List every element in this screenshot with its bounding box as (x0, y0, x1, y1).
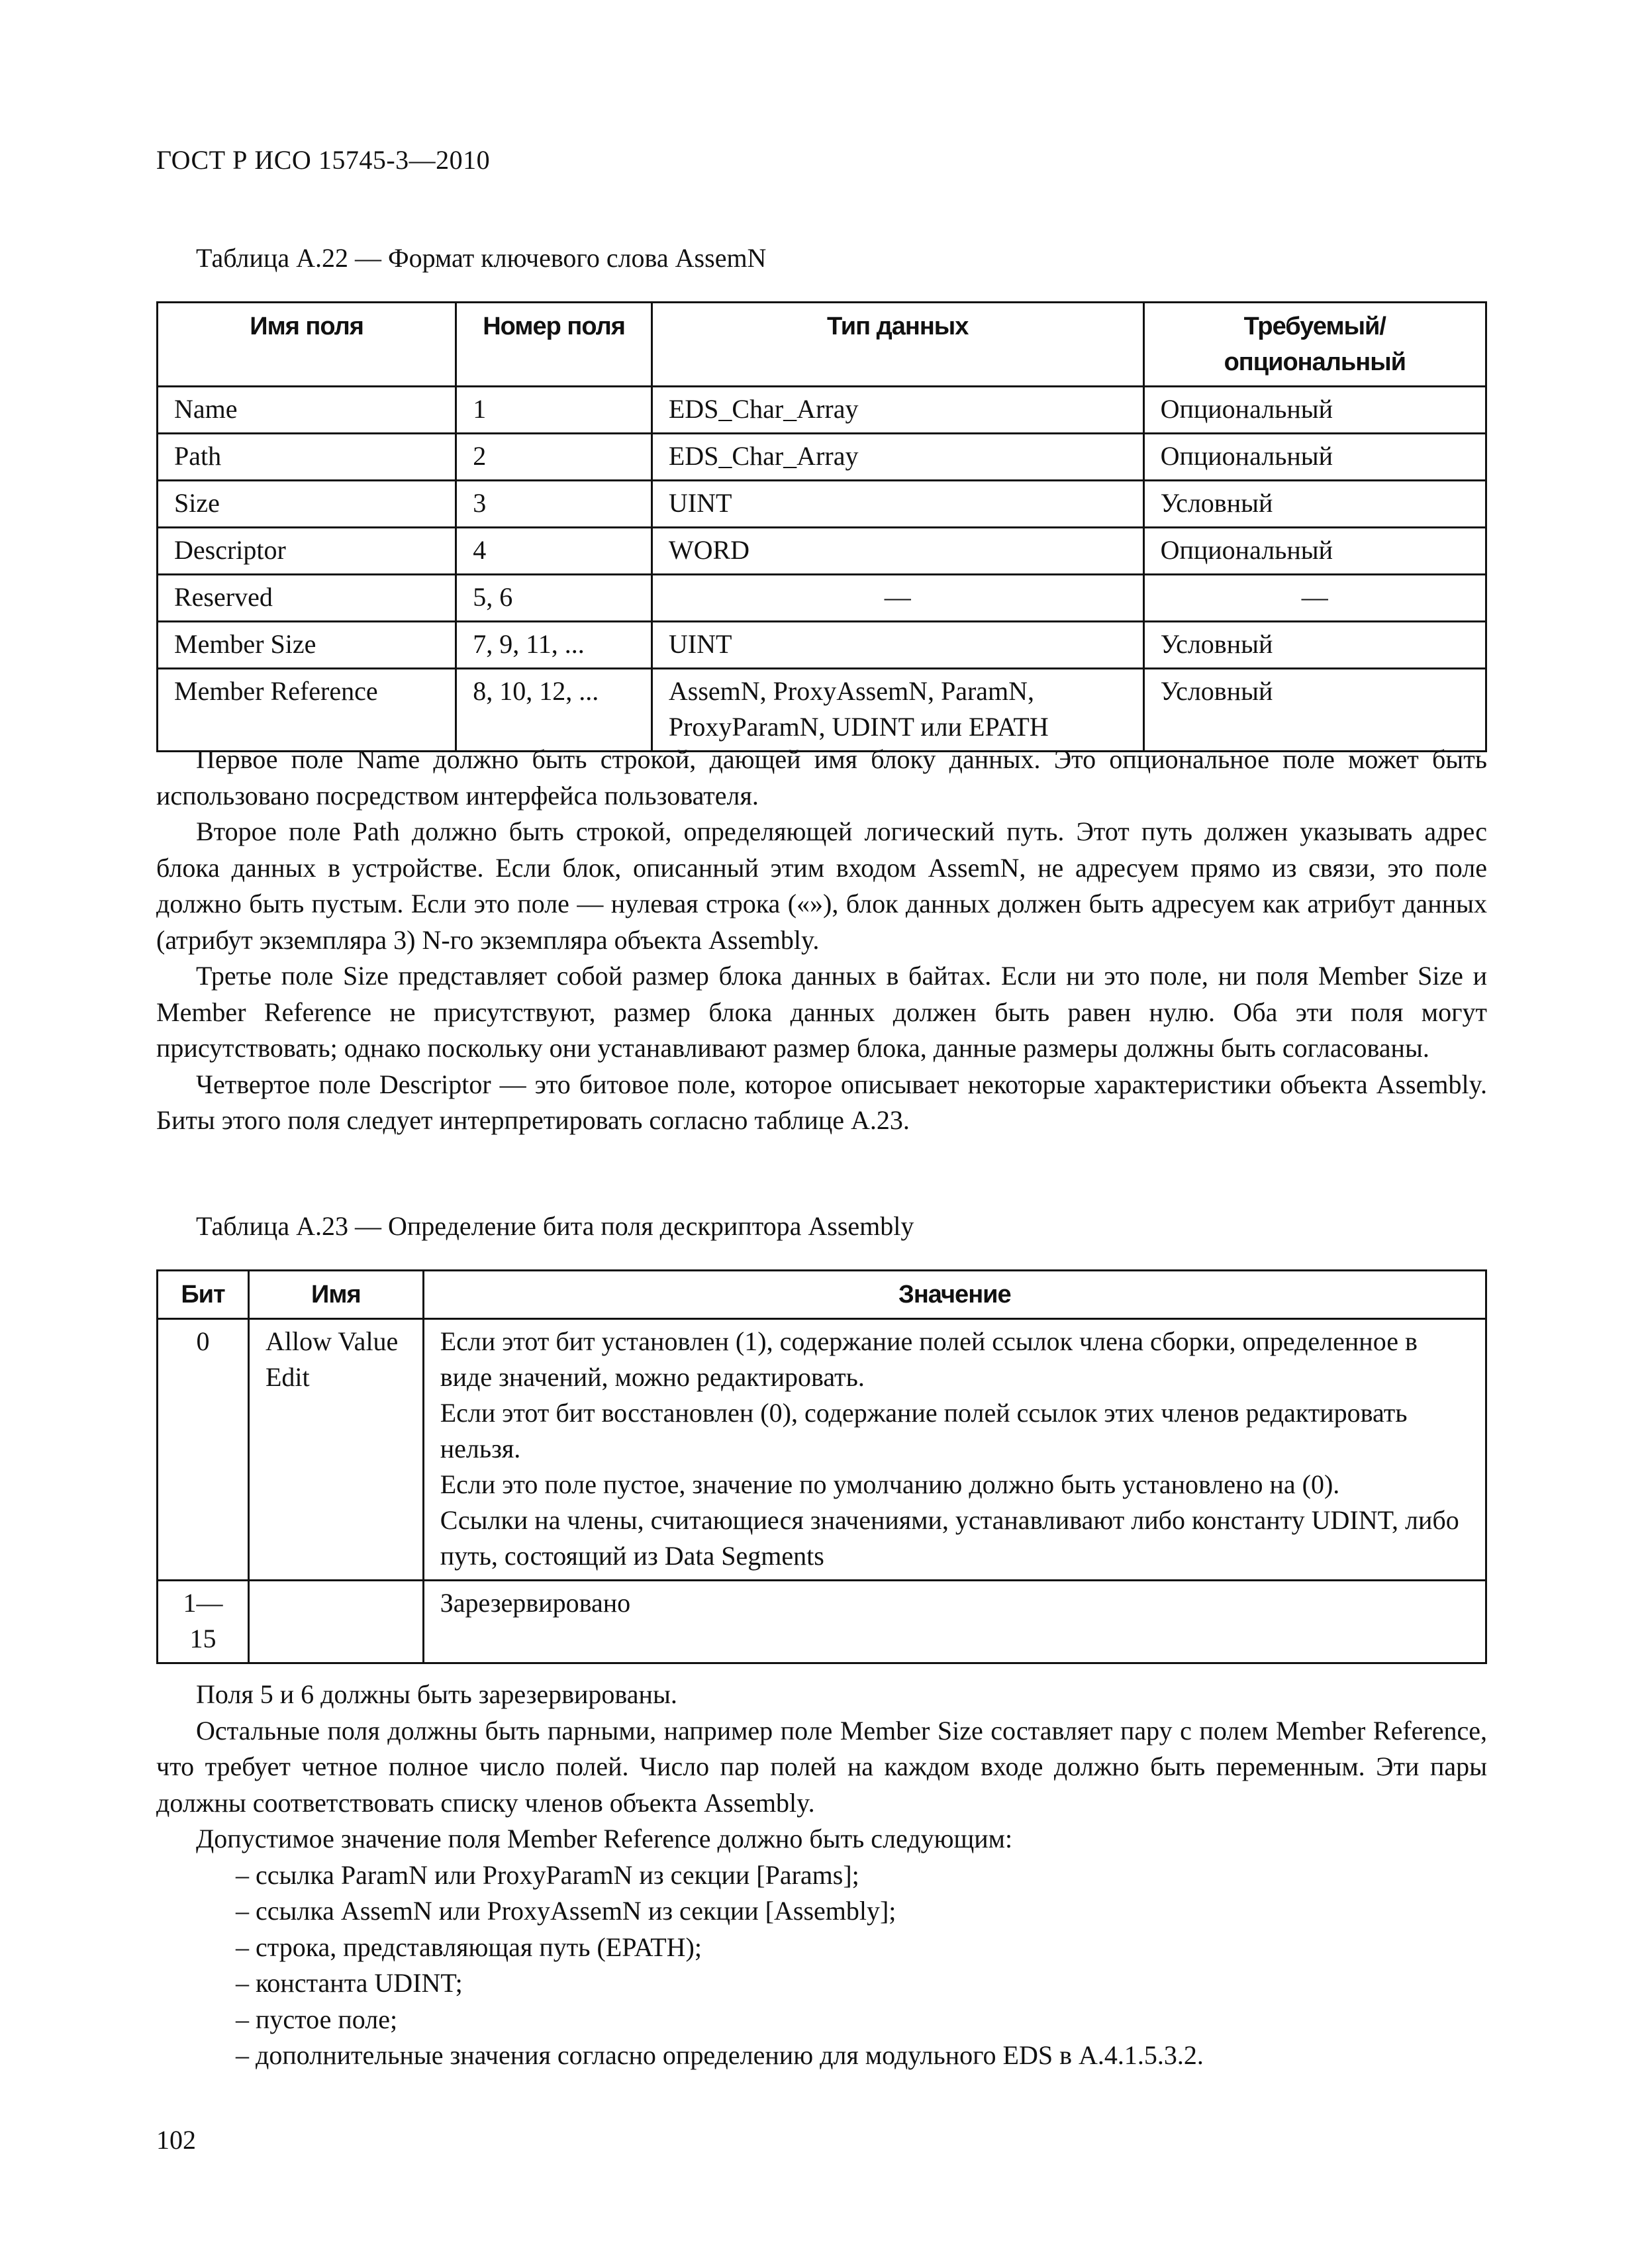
paragraph: Третье поле Size представляет собой размер блока данных в байтах. Если ни это поле, ни поля Member Size и Member Reference не присутствуют, размер блока данных должен быть равен нулю. Оба эти поля могут присутствовать; однако поскольку они устанавливают размер блока, данные размеры должны быть согласованы. (156, 961, 1487, 1063)
column-header-field-name: Имя поля (158, 303, 456, 387)
cell-required: — (1143, 575, 1486, 622)
table-a22 (156, 301, 1487, 752)
cell-bit: 0 (158, 1319, 249, 1581)
cell-required: Условный (1143, 481, 1486, 528)
value-line: Ссылки на члены, считающиеся значениями, устанавливают либо константу UDINT, либо путь, состоящий из Data Segments (440, 1505, 1459, 1571)
cell-field-number: 4 (456, 528, 652, 575)
column-header-required: Требуемый/опциональный (1143, 303, 1486, 387)
table-row (158, 622, 1486, 669)
column-header-name: Имя (248, 1271, 423, 1319)
paragraph: Допустимое значение поля Member Reference должно быть следующим: (196, 1824, 1013, 1853)
cell-name (248, 1581, 423, 1663)
list-item: – дополнительные значения согласно определению для модульного EDS в А.4.1.5.3.2. (236, 2040, 1204, 2070)
cell-required: Условный (1143, 669, 1486, 752)
column-header-value: Значение (423, 1271, 1486, 1319)
paragraph: Первое поле Name должно быть строкой, дающей имя блоку данных. Это опциональное поле может быть использовано посредством интерфейса пользователя. (156, 744, 1487, 811)
cell-data-type: EDS_Char_Array (652, 387, 1143, 434)
cell-field-number: 7, 9, 11, ... (456, 622, 652, 669)
list-item: – ссылка ParamN или ProxyParamN из секции [Params]; (236, 1859, 859, 1890)
table-row (158, 669, 1486, 752)
column-header-data-type: Тип данных (652, 303, 1143, 387)
paragraph: Четвертое поле Descriptor — это битовое поле, которое описывает некоторые характеристики объекта Assembly. Биты этого поля следует интерпретировать согласно таблице А.23. (156, 1069, 1487, 1135)
cell-field-number: 2 (456, 434, 652, 481)
cell-data-type: AssemN, ProxyAssemN, ParamN, ProxyParamN, UDINT или EPATH (652, 669, 1143, 752)
cell-field-name: Member Size (158, 622, 456, 669)
column-header-field-number: Номер поля (456, 303, 652, 387)
value-line: Если этот бит восстановлен (0), содержание полей ссылок этих членов редактировать нельзя. (440, 1398, 1408, 1463)
table-header-row (158, 1271, 1486, 1319)
cell-data-type: UINT (652, 622, 1143, 669)
cell-required: Опциональный (1143, 434, 1486, 481)
value-line: Если это поле пустое, значение по умолчанию должно быть установлено на (0). (440, 1469, 1340, 1499)
cell-name: Allow Value Edit (248, 1319, 423, 1581)
cell-field-name: Reserved (158, 575, 456, 622)
table-row (158, 575, 1486, 622)
list-item: – пустое поле; (236, 2004, 398, 2034)
document-header: ГОСТ Р ИСО 15745-3—2010 (156, 145, 491, 175)
cell-value (423, 1319, 1486, 1581)
cell-required: Опциональный (1143, 528, 1486, 575)
table-row (158, 481, 1486, 528)
table-row (158, 434, 1486, 481)
cell-required: Опциональный (1143, 387, 1486, 434)
page-number: 102 (156, 2125, 196, 2155)
cell-field-name: Path (158, 434, 456, 481)
body-text-2 (156, 1677, 1487, 2074)
cell-field-number: 3 (456, 481, 652, 528)
list-item: – константа UDINT; (236, 1968, 463, 1998)
cell-field-name: Name (158, 387, 456, 434)
cell-bit: 1—15 (158, 1581, 249, 1663)
cell-field-number: 8, 10, 12, ... (456, 669, 652, 752)
table-row (158, 1581, 1486, 1663)
table-header-row (158, 303, 1486, 387)
table-a23-caption: Таблица А.23 — Определение бита поля дескриптора Assembly (196, 1211, 914, 1241)
cell-data-type: WORD (652, 528, 1143, 575)
value-line: Если этот бит установлен (1), содержание полей ссылок члена сборки, определенное в виде значений, можно редактировать. (440, 1326, 1418, 1392)
cell-data-type: — (652, 575, 1143, 622)
cell-data-type: EDS_Char_Array (652, 434, 1143, 481)
table-row (158, 1319, 1486, 1581)
cell-value: Зарезервировано (423, 1581, 1486, 1663)
paragraph: Поля 5 и 6 должны быть зарезервированы. (196, 1679, 677, 1709)
cell-field-number: 5, 6 (456, 575, 652, 622)
cell-field-name: Size (158, 481, 456, 528)
list-item: – строка, представляющая путь (EPATH); (236, 1932, 702, 1962)
table-a22-caption: Таблица А.22 — Формат ключевого слова AssemN (196, 243, 767, 273)
list-item: – ссылка AssemN или ProxyAssemN из секции [Assembly]; (236, 1896, 896, 1926)
cell-field-number: 1 (456, 387, 652, 434)
cell-field-name: Descriptor (158, 528, 456, 575)
column-header-bit: Бит (158, 1271, 249, 1319)
cell-field-name: Member Reference (158, 669, 456, 752)
paragraph: Остальные поля должны быть парными, например поле Member Size составляет пару с полем Member Reference, что требует четное полное число полей. Число пар полей на каждом входе должно быть переменным. Эти пары должны соответствовать списку членов объекта Assembly. (156, 1715, 1487, 1818)
cell-required: Условный (1143, 622, 1486, 669)
table-row (158, 528, 1486, 575)
table-row (158, 387, 1486, 434)
paragraph: Второе поле Path должно быть строкой, определяющей логический путь. Этот путь должен указывать адрес блока данных в устройстве. Если блок, описанный этим входом AssemN, не адресуем прямо из связи, это поле должно быть пустым. Если это поле — нулевая строка («»), блок данных должен быть адресуем как атрибут данных (атрибут экземпляра 3) N-го экземпляра объекта Assembly. (156, 816, 1487, 955)
body-text-1 (156, 742, 1487, 1139)
table-a23 (156, 1269, 1487, 1664)
cell-data-type: UINT (652, 481, 1143, 528)
